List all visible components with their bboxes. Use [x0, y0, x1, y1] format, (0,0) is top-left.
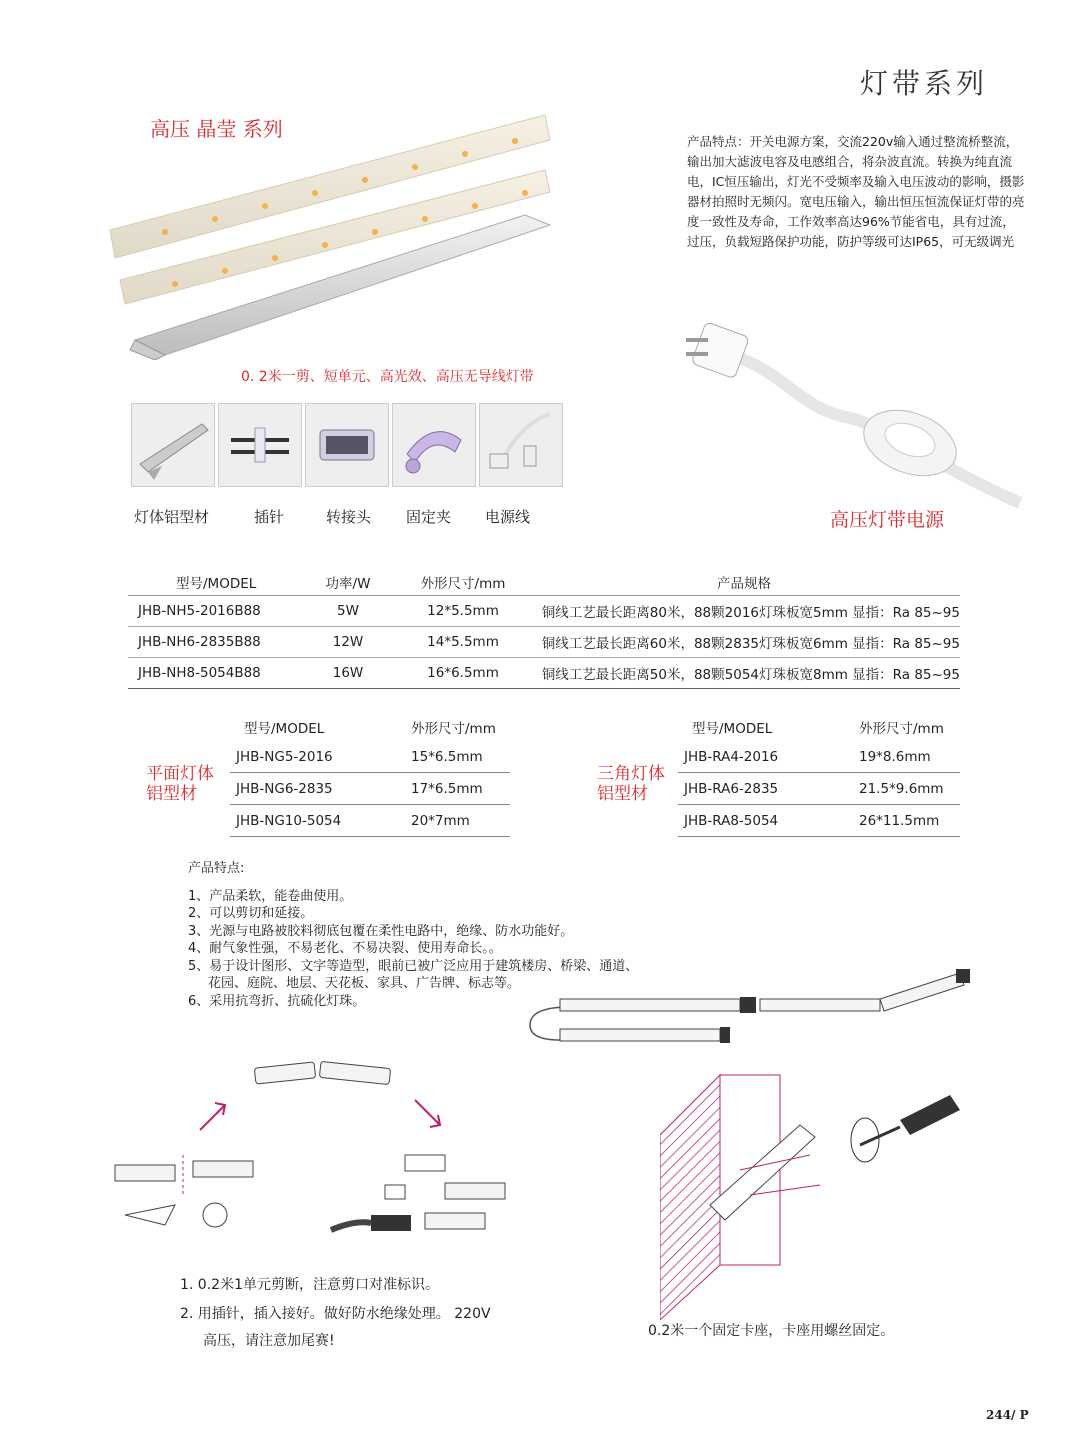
header-size: 外形尺寸/mm: [398, 569, 528, 596]
cell-spec: 铜线工艺最长距离50米，88颗5054灯珠板宽8mm 显指：Ra 85~95: [528, 658, 960, 689]
table-row: [128, 627, 960, 658]
step-2-text: 2. 用插针，插入接好。做好防水绝缘处理。 220V: [180, 1306, 491, 1322]
step-2-continuation: 高压，请注意加尾赛!: [203, 1333, 335, 1349]
cell-size: 20*7mm: [410, 805, 510, 837]
feature-item: 5、易于设计图形、文字等造型，眼前已被广泛应用于建筑楼房、桥梁、通道、: [188, 958, 639, 974]
cell-size: 16*6.5mm: [398, 658, 528, 689]
cell-model: JHB-NH6-2835B88: [128, 627, 298, 658]
mount-caption: 0.2米一个固定卡座，卡座用螺丝固定。: [648, 1323, 895, 1339]
cell-size: 14*5.5mm: [398, 627, 528, 658]
triangle-profile-label: [597, 764, 665, 804]
product-features-description: 产品特点：开关电源方案，交流220v输入通过整流桥整流，输出加大滤波电容及电感组合，将杂波直流。转换为纯直流电，IC恒压输出，灯光不受频率及输入电压波动的影响，摄影器材拍照时无频闪。宽电压输入，输出恒压恒流保证灯带的亮度一致性及寿命，工作效率高达96%节能省电，具有过流，过压，负载短路保护功能，防护等级可达IP65，可无级调光: [687, 134, 1025, 249]
table-row: [128, 596, 960, 627]
triangle-profile-table: [678, 713, 960, 837]
table-header-row: [230, 713, 510, 741]
clip-thumb: [392, 403, 476, 487]
cell-power: 5W: [298, 596, 398, 627]
header-power: 功率/W: [298, 569, 398, 596]
led-strip-hero-image: [105, 110, 555, 360]
feature-item: 4、耐气象性强，不易老化、不易决裂、使用寿命长。。: [188, 941, 502, 956]
accessory-label: 转接头: [326, 508, 372, 526]
cell-spec: 铜线工艺最长距离60米，88颗2835灯珠板宽6mm 显指：Ra 85~95: [528, 627, 960, 658]
cell-size: 21.5*9.6mm: [858, 773, 960, 805]
flat-profile-label-line1: 平面灯体: [146, 764, 214, 784]
cell-power: 16W: [298, 658, 398, 689]
table-header-row: [128, 569, 960, 596]
flat-profile-label-line2: 铝型材: [146, 784, 197, 804]
power-supply-image: [680, 318, 1030, 508]
cell-power: 12W: [298, 627, 398, 658]
cell-model: JHB-NG6-2835: [230, 773, 410, 805]
triangle-profile-label-line2: 铝型材: [597, 784, 648, 804]
series-title: 灯带系列: [860, 67, 989, 100]
step-1-text: 1. 0.2米1单元剪断，注意剪口对准标识。: [180, 1277, 439, 1293]
header-size: 外形尺寸/mm: [859, 721, 944, 737]
header-model: 型号/MODEL: [128, 569, 298, 596]
cell-size: 19*8.6mm: [858, 741, 960, 773]
cell-model: JHB-NG10-5054: [230, 805, 410, 837]
header-model: 型号/MODEL: [244, 721, 325, 737]
hero-tagline: 0. 2米一剪、短单元、高光效、高压无导线灯带: [241, 369, 534, 385]
cell-model: JHB-NH8-5054B88: [128, 658, 298, 689]
accessory-label: 灯体铝型材: [134, 508, 210, 526]
cell-model: JHB-RA4-2016: [678, 741, 858, 773]
table-row: [230, 741, 510, 773]
cell-size: 15*6.5mm: [410, 741, 510, 773]
aluminum-profile-thumb: [131, 403, 215, 487]
table-row: [128, 658, 960, 689]
table-row: [678, 805, 960, 837]
triangle-profile-label-line1: 三角灯体: [597, 764, 665, 784]
feature-item: 6、采用抗弯折、抗硫化灯珠。: [188, 993, 366, 1009]
adapter-thumb: [305, 403, 389, 487]
cell-size: 17*6.5mm: [410, 773, 510, 805]
pin-connector-thumb: [218, 403, 302, 487]
accessory-label: 固定夹: [406, 508, 452, 526]
accessory-label: 插针: [254, 508, 285, 526]
page-number: 244/ P: [986, 1408, 1029, 1422]
feature-item: 花园、庭院、地层、天花板、家具、广告牌、标志等。: [208, 976, 521, 991]
table-header-row: [678, 713, 960, 741]
flat-profile-table: [230, 713, 510, 837]
table-row: [678, 741, 960, 773]
feature-item: 3、光源与电路被胶料彻底包覆在柔性电路中，绝缘、防水功能好。: [188, 923, 574, 939]
table-row: [230, 773, 510, 805]
main-spec-table: [128, 569, 960, 689]
header-model: 型号/MODEL: [692, 721, 773, 737]
feature-item: 1、产品柔软，能卷曲使用。: [188, 888, 353, 904]
wall-mount-diagram: [660, 1065, 980, 1325]
cell-model: JHB-RA6-2835: [678, 773, 858, 805]
cell-spec: 铜线工艺最长距离80米，88颗2016灯珠板宽5mm 显指：Ra 85~95: [528, 596, 960, 627]
connected-strip-diagram: [520, 965, 980, 1045]
cell-size: 12*5.5mm: [398, 596, 528, 627]
table-row: [678, 773, 960, 805]
accessory-label: 电源线: [485, 508, 531, 526]
cell-model: JHB-NG5-2016: [230, 741, 410, 773]
header-size: 外形尺寸/mm: [411, 721, 496, 737]
hero-title: 高压 晶莹 系列: [150, 117, 283, 141]
cell-model: JHB-RA8-5054: [678, 805, 858, 837]
feature-item: 2、可以剪切和延接。: [188, 906, 314, 921]
power-supply-label: 高压灯带电源: [830, 509, 945, 531]
header-spec: 产品规格: [528, 569, 960, 596]
cell-size: 26*11.5mm: [858, 805, 960, 837]
flat-profile-label: [146, 764, 214, 804]
features-title: 产品特点:: [188, 861, 245, 876]
power-cord-thumb: [479, 403, 563, 487]
cut-and-connect-diagram: [105, 1055, 525, 1245]
table-row: [230, 805, 510, 837]
cell-model: JHB-NH5-2016B88: [128, 596, 298, 627]
